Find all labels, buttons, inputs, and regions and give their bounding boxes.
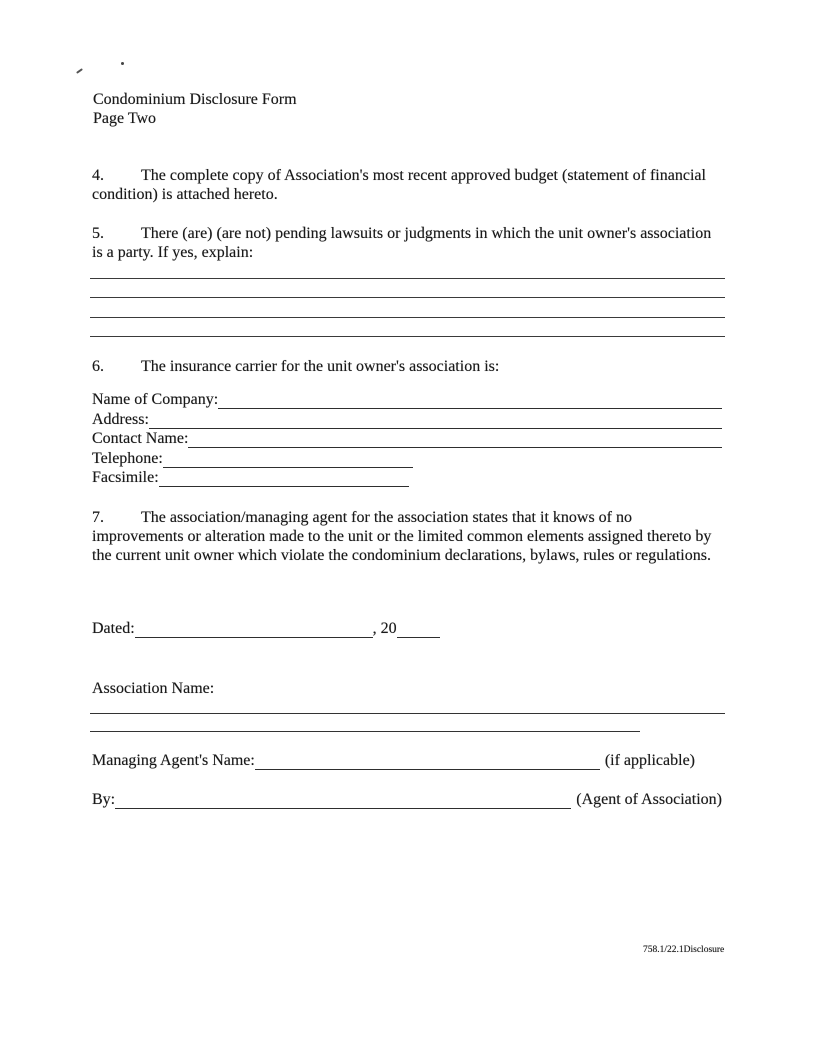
item-4 bbox=[92, 166, 725, 204]
document-title: Condominium Disclosure Form bbox=[93, 91, 297, 108]
dated-year-prefix: , 20 bbox=[372, 620, 397, 637]
contact-name-label: Contact Name: bbox=[92, 430, 189, 448]
facsimile-input-line[interactable] bbox=[159, 472, 409, 487]
name-of-company-row bbox=[92, 390, 722, 409]
association-name-label: Association Name: bbox=[92, 680, 215, 697]
telephone-label: Telephone: bbox=[92, 449, 163, 467]
item-7-text: The association/managing agent for the association states that it knows of no improvements or alteration made to the unit or the limited common elements assigned thereto by the current unit owner which violate the condominium declarations, bylaws, rules or regulations. bbox=[92, 509, 712, 564]
telephone-row bbox=[92, 448, 722, 467]
document-header bbox=[93, 90, 297, 128]
item-7 bbox=[92, 508, 725, 565]
explanation-line-1[interactable] bbox=[90, 259, 725, 279]
by-row bbox=[92, 790, 722, 809]
association-name-input-line-1[interactable] bbox=[90, 694, 725, 714]
address-row bbox=[92, 409, 722, 428]
item-4-text: The complete copy of Association's most recent approved budget (statement of financial condition) is attached hereto. bbox=[92, 167, 706, 203]
dated-input-line[interactable] bbox=[135, 623, 373, 638]
dated-row bbox=[92, 619, 440, 638]
item-4-number: 4. bbox=[92, 167, 104, 184]
by-label: By: bbox=[92, 791, 116, 808]
managing-agent-input-line[interactable] bbox=[255, 755, 600, 770]
managing-agent-suffix: (if applicable) bbox=[604, 752, 695, 769]
item-5-number: 5. bbox=[92, 225, 104, 242]
by-input-line[interactable] bbox=[115, 794, 571, 809]
contact-name-input-line[interactable] bbox=[188, 433, 722, 448]
explanation-lines bbox=[90, 259, 725, 337]
item-5 bbox=[92, 224, 725, 262]
dated-label: Dated: bbox=[92, 620, 135, 637]
name-of-company-input-line[interactable] bbox=[218, 394, 722, 409]
document-reference-number: 758.1/22.1Disclosure bbox=[643, 945, 725, 955]
facsimile-row bbox=[92, 468, 722, 487]
explanation-line-2[interactable] bbox=[90, 279, 725, 299]
item-6-text: The insurance carrier for the unit owner's association is: bbox=[141, 358, 500, 375]
item-6 bbox=[92, 357, 725, 376]
explanation-line-3[interactable] bbox=[90, 298, 725, 318]
item-5-text: There (are) (are not) pending lawsuits or judgments in which the unit owner's association is a party. If yes, explain: bbox=[92, 225, 712, 261]
address-input-line[interactable] bbox=[149, 414, 722, 429]
address-label: Address: bbox=[92, 410, 149, 428]
facsimile-label: Facsimile: bbox=[92, 468, 159, 486]
name-of-company-label: Name of Company: bbox=[92, 391, 219, 409]
item-7-number: 7. bbox=[92, 509, 104, 526]
telephone-input-line[interactable] bbox=[163, 453, 413, 468]
managing-agent-label: Managing Agent's Name: bbox=[92, 752, 255, 769]
insurance-fields bbox=[92, 390, 722, 487]
explanation-line-4[interactable] bbox=[90, 318, 725, 338]
association-name-input-line-2[interactable] bbox=[90, 713, 640, 733]
scan-artifact-mark-icon bbox=[76, 68, 83, 74]
dated-year-input-line[interactable] bbox=[397, 623, 440, 638]
document-page-label: Page Two bbox=[93, 110, 157, 127]
managing-agent-row bbox=[92, 751, 695, 770]
contact-name-row bbox=[92, 429, 722, 448]
scan-artifact-dot-icon bbox=[121, 62, 124, 65]
by-suffix: (Agent of Association) bbox=[576, 791, 722, 808]
item-6-number: 6. bbox=[92, 358, 104, 375]
